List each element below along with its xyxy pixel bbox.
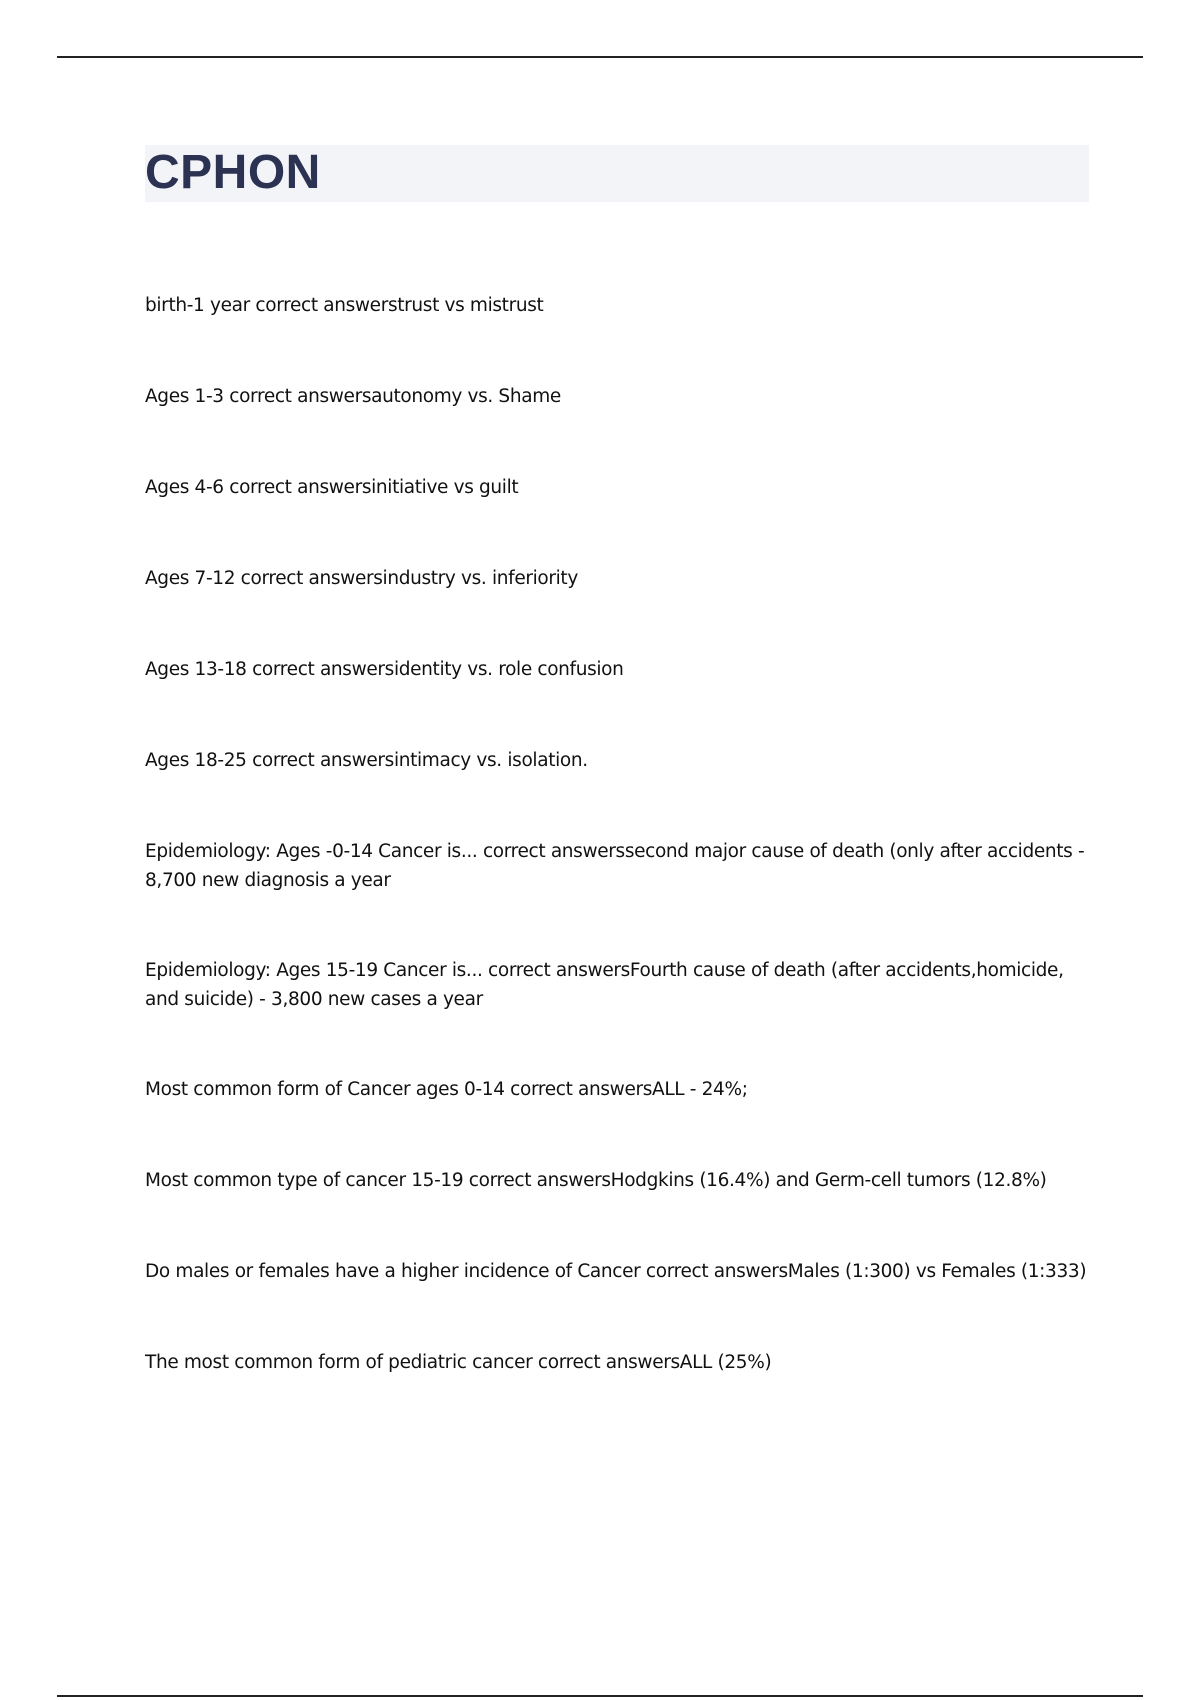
qa-list bbox=[145, 291, 1095, 1439]
qa-item: Ages 4-6 correct answersinitiative vs guilt bbox=[145, 477, 519, 498]
qa-item: Ages 13-18 correct answersidentity vs. role confusion bbox=[145, 659, 624, 680]
header-rule bbox=[57, 56, 1143, 58]
qa-item: Most common form of Cancer ages 0-14 correct answersALL - 24%; bbox=[145, 1079, 748, 1100]
qa-item: Ages 1-3 correct answersautonomy vs. Shame bbox=[145, 386, 561, 407]
qa-item: The most common form of pediatric cancer correct answersALL (25%) bbox=[145, 1352, 772, 1373]
qa-item: Ages 18-25 correct answersintimacy vs. isolation. bbox=[145, 750, 588, 771]
footer-rule bbox=[57, 1695, 1143, 1697]
qa-item: Most common type of cancer 15-19 correct answersHodgkins (16.4%) and Germ-cell tumors (12.8%) bbox=[145, 1170, 1047, 1191]
qa-item: Do males or females have a higher incidence of Cancer correct answersMales (1:300) vs Females (1:333) bbox=[145, 1261, 1087, 1282]
qa-item: birth-1 year correct answerstrust vs mistrust bbox=[145, 295, 544, 316]
qa-item: Ages 7-12 correct answersindustry vs. inferiority bbox=[145, 568, 578, 589]
qa-item: Epidemiology: Ages -0-14 Cancer is... correct answerssecond major cause of death (only after accidents - 8,700 new diagnosis a year bbox=[145, 841, 1085, 891]
document-title: CPHON bbox=[145, 146, 321, 199]
qa-item: Epidemiology: Ages 15-19 Cancer is... correct answersFourth cause of death (after accidents,homicide, and suicide) - 3,800 new cases a year bbox=[145, 960, 1064, 1010]
